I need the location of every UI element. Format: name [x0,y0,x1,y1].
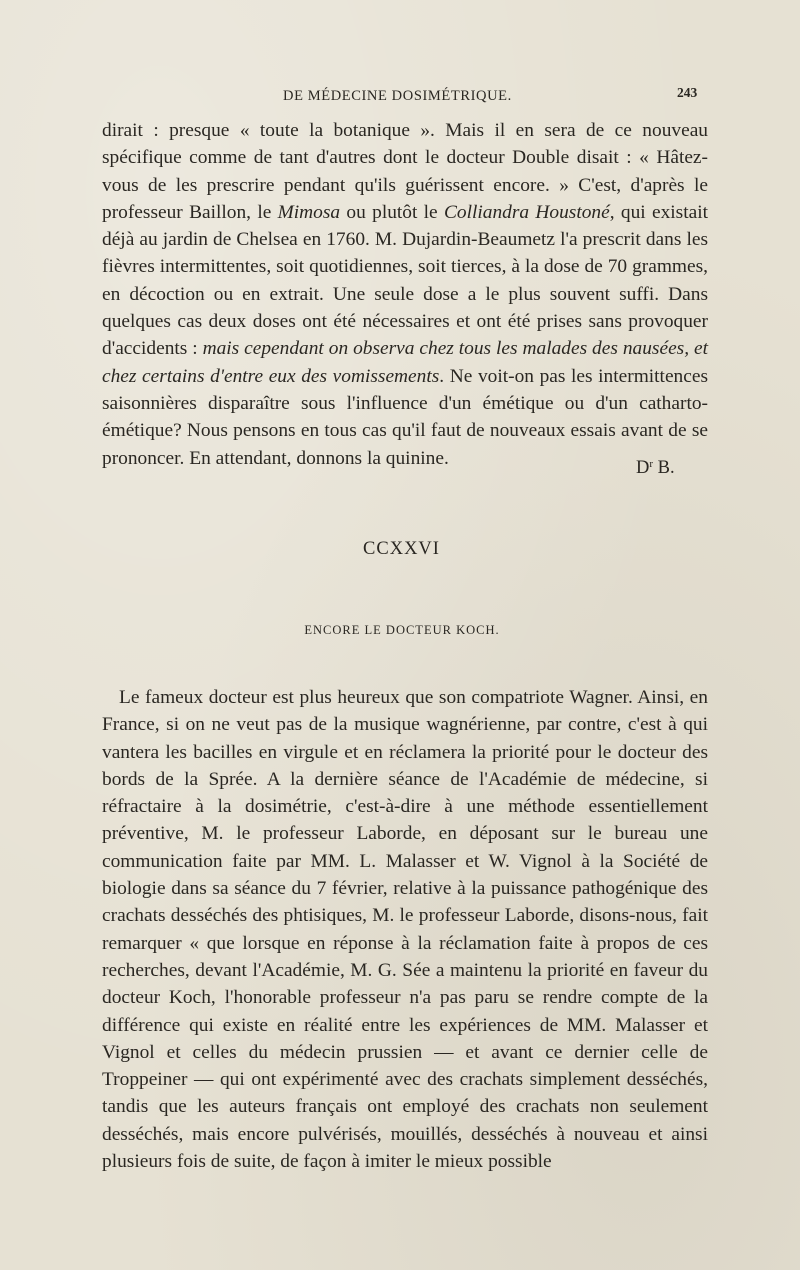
section-number: CCXXVI [363,539,440,559]
italic-term-mimosa: Mimosa [277,201,341,223]
page-number: 243 [677,85,698,100]
text-run: . Ne voit-on pas les intermittences saisonnières disparaître sous l'influence d'un émétique ou d'un catharto-émétique? Nous pensons en tous cas qu'il faut de nouveaux essais avant de se prononcer. En attendant, donnons la quinine. [102,365,709,469]
running-header [0,85,800,108]
paragraph-text [102,117,708,472]
signature-superscript: r [649,458,654,470]
italic-term-colliandra: Colliandra Houstoné [443,201,610,223]
italic-quote: mais cependant on observa chez tous les malades des nausées, et chez certains d'entre eux des vomissements [102,338,708,387]
article-paragraph [102,684,708,1175]
text-run: dirait : presque « toute la botanique ». Mais il en sera de ce nouveau spécifique comme de tant d'autres dont le docteur Double disait : « Hâtez-vous de les prescrire pendant qu'ils guérissent encore. » C'est, d'après le professeur Baillon, le [102,120,708,223]
author-signature [636,458,675,479]
text-run: ou plutôt le [340,201,444,223]
section-title: ENCORE LE DOCTEUR KOCH. [304,623,500,637]
running-title: DE MÉDECINE DOSIMÉTRIQUE. [283,88,512,104]
paragraph-continued [102,117,708,472]
signature-prefix: D [636,458,650,478]
text-run: , qui existait déjà au jardin de Chelsea en 1760. M. Dujardin-Beaumetz l'a prescrit dans les fièvres intermittentes, soit quotidiennes, soit tierces, à la dose de 70 grammes, en décoction ou en extrait. Une seule dose a le plus souvent suffi. Dans quelques cas deux doses ont été nécessaires et ont été prises sans provoquer d'accidents : [102,201,708,360]
signature-name: B. [653,458,675,478]
paragraph-text: Le fameux docteur est plus heureux que son compatriote Wagner. Ainsi, en France, si on ne veut pas de la musique wagnérienne, par contre, c'est à qui vantera les bacilles en virgule et en réclamera la priorité pour le docteur des bords de la Sprée. A la dernière séance de l'Académie de médecine, si réfractaire à la dosimétrie, c'est-à-dire à une méthode essentiellement préventive, M. le professeur Laborde, en déposant sur le bureau une communication faite par MM. L. Malasser et W. Vignol à la Société de biologie dans sa séance du 7 février, relative à la puissance pathogénique des crachats desséchés des phtisiques, M. le professeur Laborde, disons-nous, fait remarquer « que lorsque en réponse à la réclamation faite à propos de ces recherches, devant l'Académie, M. G. Sée a maintenu la priorité en faveur du docteur Koch, l'honorable professeur n'a pas paru se rendre compte de la différence qui existe en réalité entre les expériences de MM. Malasser et Vignol et celles du médecin prussien — et avant ce dernier celle de Troppeiner — qui ont expérimenté avec des crachats simplement desséchés, tandis que les auteurs français ont employé des crachats non seulement desséchés, mais encore pulvérisés, mouillés, desséchés à nouveau et ainsi plusieurs fois de suite, de façon à imiter le mieux possible [102,687,708,1173]
